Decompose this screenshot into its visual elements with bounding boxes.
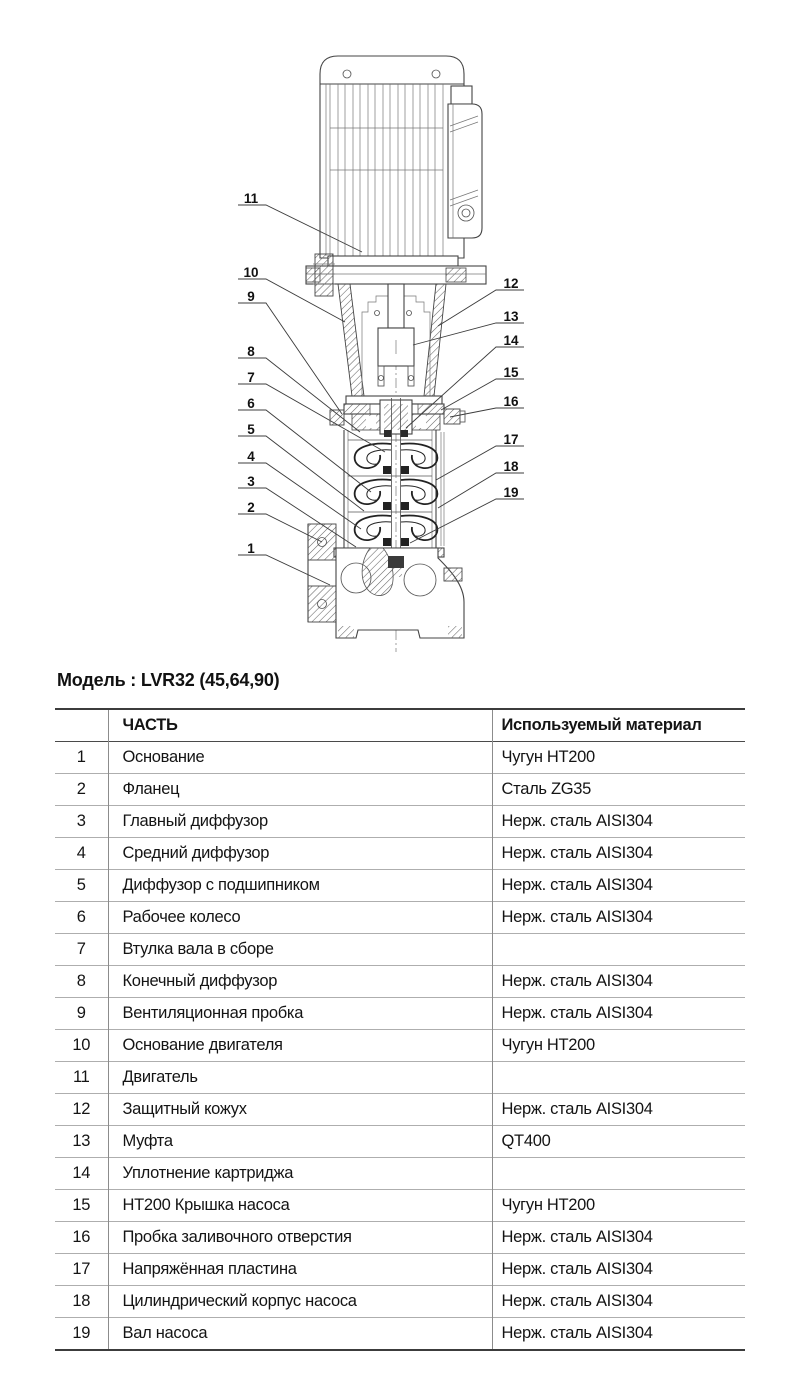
row-part-name: Главный диффузор bbox=[108, 806, 492, 838]
motor-stool bbox=[338, 284, 446, 404]
row-material: Нерж. сталь AISI304 bbox=[501, 1260, 653, 1278]
row-number: 18 bbox=[55, 1286, 108, 1318]
row-material: Чугун HT200 bbox=[501, 1196, 595, 1214]
table-header-row bbox=[55, 709, 745, 742]
row-material bbox=[492, 934, 745, 966]
row-part-name: Вал насоса bbox=[108, 1318, 492, 1351]
row-part-name: Уплотнение картриджа bbox=[108, 1158, 492, 1190]
callout-number-19: 19 bbox=[503, 485, 519, 500]
row-material: Сталь ZG35 bbox=[501, 780, 592, 798]
table-row bbox=[55, 1030, 745, 1062]
table-row bbox=[55, 1094, 745, 1126]
row-number: 16 bbox=[55, 1222, 108, 1254]
callout-number-7: 7 bbox=[247, 370, 255, 385]
row-part-name: Муфта bbox=[108, 1126, 492, 1158]
row-number: 15 bbox=[55, 1190, 108, 1222]
table-row bbox=[55, 1222, 745, 1254]
table-row bbox=[55, 934, 745, 966]
row-part-name: Двигатель bbox=[108, 1062, 492, 1094]
row-number: 14 bbox=[55, 1158, 108, 1190]
callout-leader-16 bbox=[450, 408, 524, 417]
callout-number-2: 2 bbox=[247, 500, 255, 515]
row-material: Нерж. сталь AISI304 bbox=[501, 1292, 653, 1310]
table-row bbox=[55, 1126, 745, 1158]
table-row bbox=[55, 1158, 745, 1190]
row-material: Нерж. сталь AISI304 bbox=[501, 908, 653, 926]
table-row bbox=[55, 1254, 745, 1286]
callout-number-11: 11 bbox=[243, 191, 259, 206]
row-number: 13 bbox=[55, 1126, 108, 1158]
row-number: 12 bbox=[55, 1094, 108, 1126]
row-part-name: Основание bbox=[108, 742, 492, 774]
table-row bbox=[55, 1318, 745, 1351]
row-material: Нерж. сталь AISI304 bbox=[501, 1100, 653, 1118]
row-number: 11 bbox=[55, 1062, 108, 1094]
header-material: Используемый материал bbox=[501, 716, 702, 734]
row-part-name: Средний диффузор bbox=[108, 838, 492, 870]
callout-leader-19 bbox=[410, 499, 524, 543]
row-material: Чугун HT200 bbox=[501, 1036, 595, 1054]
motor-flange bbox=[328, 256, 458, 266]
callout-number-4: 4 bbox=[247, 449, 255, 464]
row-number: 7 bbox=[55, 934, 108, 966]
drain-plug bbox=[444, 568, 462, 581]
callout-number-17: 17 bbox=[503, 432, 519, 447]
callout-number-5: 5 bbox=[247, 422, 255, 437]
table-row bbox=[55, 902, 745, 934]
callout-leader-4 bbox=[238, 463, 361, 529]
parts-table-body bbox=[55, 742, 745, 1351]
row-material: Нерж. сталь AISI304 bbox=[501, 972, 653, 990]
row-part-name: Втулка вала в сборе bbox=[108, 934, 492, 966]
row-part-name: Вентиляционная пробка bbox=[108, 998, 492, 1030]
pump-head bbox=[330, 400, 465, 437]
header-number bbox=[55, 709, 108, 742]
terminal-box bbox=[448, 86, 482, 238]
callout-number-9: 9 bbox=[247, 289, 255, 304]
callout-leader-6 bbox=[238, 410, 371, 492]
table-row bbox=[55, 806, 745, 838]
table-row bbox=[55, 870, 745, 902]
row-number: 3 bbox=[55, 806, 108, 838]
motor-shaft-stub bbox=[388, 284, 404, 328]
row-part-name: Диффузор с подшипником bbox=[108, 870, 492, 902]
row-number: 19 bbox=[55, 1318, 108, 1351]
row-part-name: Рабочее колесо bbox=[108, 902, 492, 934]
row-number: 10 bbox=[55, 1030, 108, 1062]
row-material: Чугун HT200 bbox=[501, 748, 595, 766]
row-number: 4 bbox=[55, 838, 108, 870]
callout-number-15: 15 bbox=[503, 365, 519, 380]
row-material: Нерж. сталь AISI304 bbox=[501, 844, 653, 862]
table-row bbox=[55, 1190, 745, 1222]
row-number: 9 bbox=[55, 998, 108, 1030]
row-part-name: Фланец bbox=[108, 774, 492, 806]
parts-table bbox=[55, 708, 745, 1351]
table-row bbox=[55, 966, 745, 998]
row-part-name: Конечный диффузор bbox=[108, 966, 492, 998]
row-part-name: Пробка заливочного отверстия bbox=[108, 1222, 492, 1254]
row-material: Нерж. сталь AISI304 bbox=[501, 1228, 653, 1246]
row-number: 17 bbox=[55, 1254, 108, 1286]
row-part-name: Защитный кожух bbox=[108, 1094, 492, 1126]
row-part-name: HT200 Крышка насоса bbox=[108, 1190, 492, 1222]
callout-number-18: 18 bbox=[503, 459, 519, 474]
row-material: QT400 bbox=[501, 1132, 551, 1150]
header-part: ЧАСТЬ bbox=[108, 709, 492, 742]
row-number: 2 bbox=[55, 774, 108, 806]
table-row bbox=[55, 998, 745, 1030]
callout-number-10: 10 bbox=[243, 265, 259, 280]
row-material bbox=[492, 1062, 745, 1094]
callout-leader-5 bbox=[238, 436, 364, 511]
callout-number-13: 13 bbox=[503, 309, 519, 324]
callout-number-14: 14 bbox=[503, 333, 519, 348]
table-row bbox=[55, 774, 745, 806]
row-number: 1 bbox=[55, 742, 108, 774]
callout-number-1: 1 bbox=[247, 541, 255, 556]
row-number: 6 bbox=[55, 902, 108, 934]
table-row bbox=[55, 1286, 745, 1318]
pump-diagram bbox=[0, 0, 800, 662]
callout-number-3: 3 bbox=[247, 474, 255, 489]
model-title: Модель : LVR32 (45,64,90) bbox=[57, 670, 280, 690]
row-number: 8 bbox=[55, 966, 108, 998]
callout-leader-3 bbox=[238, 488, 356, 547]
row-material: Нерж. сталь AISI304 bbox=[501, 876, 653, 894]
row-material: Нерж. сталь AISI304 bbox=[501, 1004, 653, 1022]
table-row bbox=[55, 1062, 745, 1094]
table-row bbox=[55, 838, 745, 870]
row-material bbox=[492, 1158, 745, 1190]
callout-number-16: 16 bbox=[503, 394, 519, 409]
motor-assembly bbox=[306, 56, 486, 296]
row-number: 5 bbox=[55, 870, 108, 902]
vent-bolt bbox=[313, 254, 335, 296]
row-part-name: Основание двигателя bbox=[108, 1030, 492, 1062]
row-part-name: Цилиндрический корпус насоса bbox=[108, 1286, 492, 1318]
pump-diagram-svg bbox=[0, 0, 800, 662]
row-material: Нерж. сталь AISI304 bbox=[501, 812, 653, 830]
callout-number-8: 8 bbox=[247, 344, 255, 359]
row-part-name: Напряжённая пластина bbox=[108, 1254, 492, 1286]
callout-number-6: 6 bbox=[247, 396, 255, 411]
table-row bbox=[55, 742, 745, 774]
callout-number-12: 12 bbox=[503, 276, 519, 291]
row-material: Нерж. сталь AISI304 bbox=[501, 1324, 653, 1342]
